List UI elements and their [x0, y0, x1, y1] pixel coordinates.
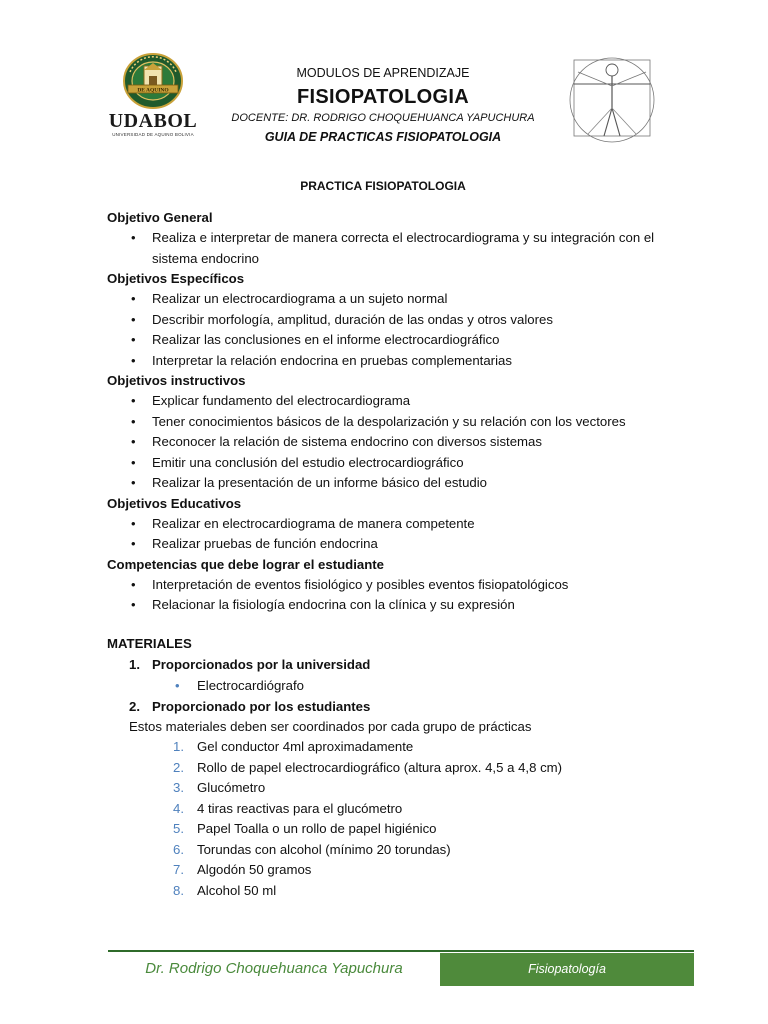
footer-author: Dr. Rodrigo Choquehuanca Yapuchura	[145, 960, 403, 977]
materials-note: Estos materiales deben ser coordinados por cada grupo de prácticas	[129, 718, 532, 734]
footer-divider	[108, 950, 694, 952]
practice-title: PRACTICA FISIOPATOLOGIA	[300, 179, 466, 193]
university-materials-list	[107, 675, 687, 696]
materials-group-students	[107, 696, 687, 717]
list-item: • Reconocer la relación de sistema endocrino con diversos sistemas	[107, 432, 687, 453]
logo-subtext: UNIVERSIDAD DE AQUINO BOLIVIA	[112, 132, 194, 137]
list-item: • Explicar fundamento del electrocardiograma	[107, 391, 687, 412]
competencias-list	[107, 575, 687, 616]
footer-subject: Fisiopatología	[440, 953, 694, 986]
section-title-materiales: MATERIALES	[107, 635, 192, 651]
list-item: 3. Glucómetro	[173, 780, 266, 795]
section-title-especificos: Objetivos Específicos	[107, 271, 245, 286]
section-title-instructivos: Objetivos instructivos	[107, 373, 246, 388]
general-list	[107, 228, 687, 269]
list-item: 8. Alcohol 50 ml	[173, 882, 277, 898]
logo-wordmark: UDABOL	[108, 110, 198, 132]
group-number: 2.	[129, 698, 140, 714]
materials-group-university	[107, 654, 687, 675]
group-title: Proporcionados por la universidad	[152, 656, 371, 672]
list-item: • Relacionar la fisiología endocrina con la clínica y su expresión	[107, 595, 687, 616]
list-item: 7. Algodón 50 gramos	[173, 862, 312, 877]
student-materials-list	[107, 737, 687, 901]
svg-text:DE AQUINO: DE AQUINO	[137, 87, 169, 94]
list-item: 6. Torundas con alcohol (mínimo 20 torundas)	[173, 841, 451, 857]
document-body	[107, 208, 687, 901]
module-line: MODULOS DE APRENDIZAJE	[296, 66, 470, 80]
instructivos-list	[107, 391, 687, 494]
section-title-educativos: Objetivos Educativos	[107, 495, 242, 511]
list-item: 5. Papel Toalla o un rollo de papel higiénico	[173, 821, 437, 836]
group-title: Proporcionado por los estudiantes	[152, 698, 371, 714]
list-item: 4. 4 tiras reactivas para el glucómetro	[173, 800, 403, 816]
section-title-general: Objetivo General	[107, 210, 213, 225]
vitruvian-man-icon	[566, 50, 658, 146]
list-item: • Realizar en electrocardiograma de manera competente	[107, 514, 687, 535]
group-number: 1.	[129, 656, 140, 672]
list-item: • Interpretación de eventos fisiológico y posibles eventos fisiopatológicos	[107, 575, 687, 596]
list-item: 1. Gel conductor 4ml aproximadamente	[173, 739, 414, 754]
list-item: • Realizar la presentación de un informe básico del estudio	[107, 473, 687, 494]
list-item: 2. Rollo de papel electrocardiográfico (altura aprox. 4,5 a 4,8 cm)	[173, 759, 563, 775]
guide-line: GUIA DE PRACTICAS FISIOPATOLOGIA	[264, 130, 502, 144]
list-item: • Tener conocimientos básicos de la despolarización y su relación con los vectores	[107, 412, 687, 433]
page-title: FISIOPATOLOGIA	[297, 86, 469, 108]
educativos-list	[107, 514, 687, 555]
list-item: • Interpretar la relación endocrina en pruebas complementarias	[107, 351, 687, 372]
docente-line: DOCENTE: DR. RODRIGO CHOQUEHUANCA YAPUCHURA	[231, 112, 535, 124]
list-item: • Realizar un electrocardiograma a un sujeto normal	[107, 289, 687, 310]
university-seal-icon	[122, 52, 184, 110]
section-title-competencias: Competencias que debe lograr el estudiante	[107, 556, 385, 572]
list-item: • Describir morfología, amplitud, duración de las ondas y otros valores	[107, 310, 687, 331]
especificos-list	[107, 289, 687, 371]
list-item: • Electrocardiógrafo	[107, 675, 687, 696]
list-item: • Emitir una conclusión del estudio electrocardiográfico	[107, 453, 687, 474]
list-item: • Realizar las conclusiones en el informe electrocardiográfico	[107, 330, 687, 351]
university-logo	[108, 52, 198, 136]
list-item: • Realizar pruebas de función endocrina	[107, 534, 687, 555]
list-item: • Realiza e interpretar de manera correcta el electrocardiograma y su integración con el sistema endocrino	[107, 228, 687, 269]
